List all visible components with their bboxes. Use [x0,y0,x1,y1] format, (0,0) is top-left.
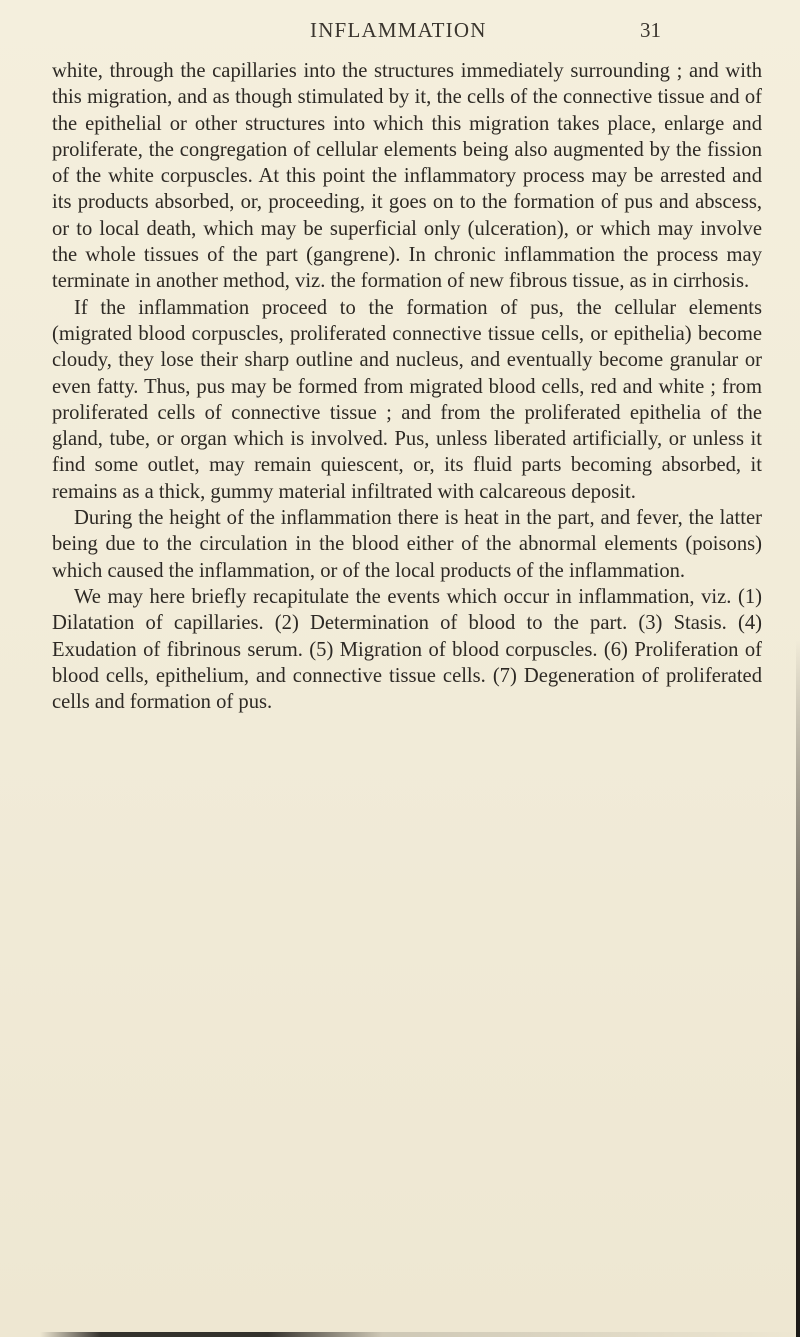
paragraph-recapitulation: We may here briefly recapitulate the events which occur in inflammation, viz. (1) Dilatation of capillaries. (2) Determination of blood to the part. (3) Stasis. (4) Exudation of fibrinous serum. (5) Migration of blood corpuscles. (6) Proliferation of blood cells, epithelium, and connective tissue cells. (7) Degeneration of proliferated cells and formation of pus. [52,585,762,714]
page-edge-shadow [796,640,800,1337]
page-number: 31 [640,18,661,42]
paragraph-heat-and-fever: During the height of the inflammation there is heat in the part, and fever, the latter being due to the circulation in the blood either of the abnormal elements (poisons) which caused the inflammation, or of the local products of the inflammation. [52,507,762,582]
page-bottom-shadow [40,1332,800,1337]
paragraph-pus-formation: If the inflammation proceed to the formation of pus, the cellular elements (migrated blood corpuscles, proliferated connective tissue cells, or epithelia) become cloudy, they lose their sharp outline and nucleus, and eventually become granular or even fatty. Thus, pus may be formed from migrated blood cells, red and white ; from proliferated cells of connective tissue ; and from the proliferated epithelia of the gland, tube, or organ which is involved. Pus, unless liberated artificially, or unless it find some outlet, may remain quiescent, or, its fluid parts becoming absorbed, it remains as a thick, gummy material infiltrated with calcareous deposit. [52,296,762,503]
running-title: INFLAMMATION [310,18,487,42]
paragraph-continuation: white, through the capillaries into the structures immediately surrounding ; and with this migration, and as though stimulated by it, the cells of the connective tissue and of the epithelial or other structures into which this migration takes place, enlarge and proliferate, the congregation of cellular elements being also augmented by the fission of the white corpuscles. At this point the inflammatory process may be arrested and its products absorbed, or, proceeding, it goes on to the formation of pus and abscess, or to local death, which may be superficial only (ulceration), or which may involve the whole tissues of the part (gangrene). In chronic inflammation the process may terminate in another method, viz. the formation of new fibrous tissue, as in cirrhosis. [52,60,762,293]
body-text [52,58,762,715]
running-head [0,18,800,52]
